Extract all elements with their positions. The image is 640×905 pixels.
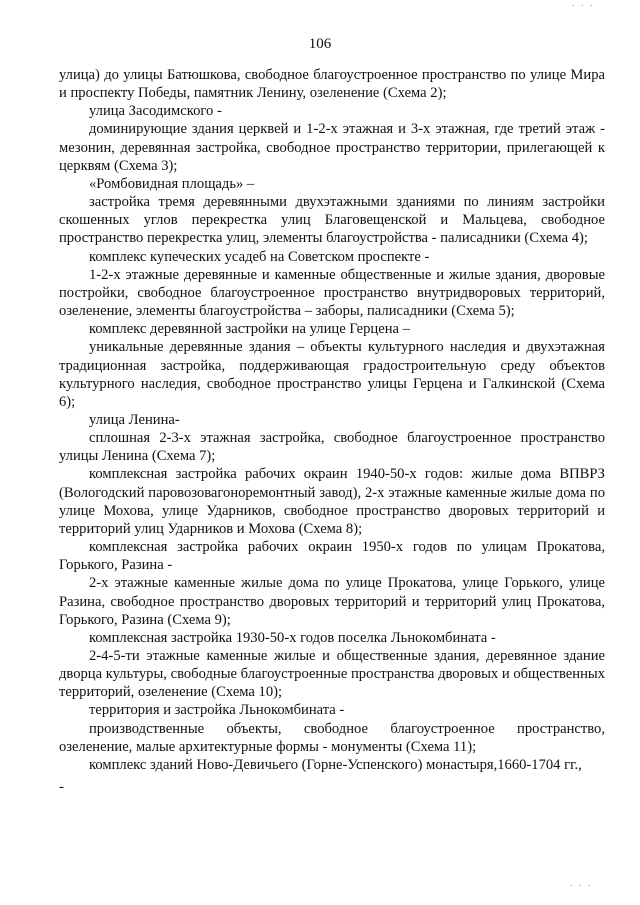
trailing-dash: - [59, 779, 64, 795]
paragraph-11: сплошная 2-3-х этажная застройка, свободное благоустроенное пространство улицы Ленина (Схема 7); [59, 430, 605, 465]
paragraph-7: 1-2-х этажные деревянные и каменные общественные и жилые здания, дворовые постройки, свободное благоустроенное пространство внутридворовых территорий, озеленение, элементы благоустройства – заборы, палисадники (Схема 5); [59, 266, 605, 320]
paragraph-8: комплекс деревянной застройки на улице Герцена – [89, 321, 410, 338]
paragraph-13: комплексная застройка рабочих окраин 1950-х годов по улицам Прокатова, Горького, Разина - [59, 539, 605, 574]
document-body [59, 66, 605, 774]
paragraph-1: улица) до улицы Батюшкова, свободное благоустроенное пространство по улице Мира и проспекту Победы, памятник Ленину, озеленение (Схема 2); [59, 67, 605, 102]
paragraph-6: комплекс купеческих усадеб на Советском проспекте - [89, 248, 430, 265]
paragraph-3: доминирующие здания церквей и 1-2-х этажная и 3-х этажная, где третий этаж - мезонин, деревянная застройка, свободное пространство территории, прилегающей к церквям (Схема 3); [59, 121, 605, 174]
paragraph-15: комплексная застройка 1930-50-х годов поселка Льнокомбината - [89, 629, 496, 646]
paragraph-12: комплексная застройка рабочих окраин 1940-50-х годов: жилые дома ВПВРЗ (Вологодский паровозовагоноремонтный завод), 2-х этажные каменные жилые дома по улице Мохова, улице Ударников, свободное пространство дворовых территорий и территорий улиц Ударников и Мохова (Схема 8); [59, 466, 605, 537]
scan-corner-mark: . . . [572, 0, 595, 9]
paragraph-4: «Ромбовидная площадь» – [89, 175, 255, 192]
scan-corner-mark-bottom: . . . [570, 878, 593, 889]
paragraph-2: улица Засодимского - [89, 103, 222, 120]
page-number: 106 [308, 36, 332, 52]
paragraph-14: 2-х этажные каменные жилые дома по улице Прокатова, улице Горького, улице Разина, свободное пространство дворовых территорий и территорий улиц Прокатова, Горького, Разина (Схема 9); [59, 575, 605, 628]
paragraph-16: 2-4-5-ти этажные каменные жилые и общественные здания, деревянное здание дворца культуры, свободные благоустроенные пространства дворовых и общественных территорий, озеленение (Схема 10); [59, 648, 605, 701]
paragraph-10: улица Ленина- [89, 411, 180, 428]
paragraph-5: застройка тремя деревянными двухэтажными зданиями по линиям застройки скошенных углов перекрестка улиц Благовещенской и Мальцева, свободное пространство перекрестка улиц, элементы благоустройства - палисадники (Схема 4); [59, 194, 605, 247]
paragraph-18: производственные объекты, свободное благоустроенное пространство, озеленение, малые архитектурные формы - монументы (Схема 11); [59, 720, 605, 755]
paragraph-19: комплекс зданий Ново-Девичьего (Горне-Успенского) монастыря,1660-1704 гг., [89, 756, 582, 773]
paragraph-9: уникальные деревянные здания – объекты культурного наследия и двухэтажная традиционная застройка, поддерживающая градостроительную среду объектов культурного наследия, свободное пространство улицы Герцена и Галкинской (Схема 6); [59, 339, 605, 410]
paragraph-17: территория и застройка Льнокомбината - [89, 702, 345, 719]
